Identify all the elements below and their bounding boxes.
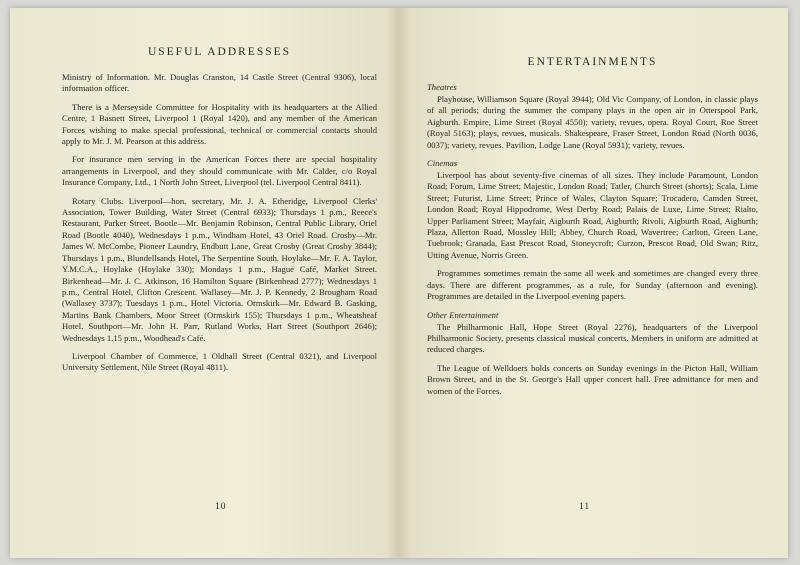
section-label-cinemas: Cinemas xyxy=(427,158,458,169)
paragraph-rotary-clubs: Rotary Clubs. Liverpool—hon. secretary, Mr. J. A. Etheridge, Liverpool Clerks' Association, Tower Building, Water Street (Central 6933); Thursdays 1 p.m., Reece's Restaurant, Parker Street. Bootle—Mr. Benjamin Robinson, Central Public Library, Oriel Road (Bootle 4040), Wednesdays 1 p.m., Windham Hotel, 43 Oriel Road. Crosby—Mr. James W. McCombe, Pioneer Laundry, Endbutt Lane, Great Crosby (Great Crosby 3844); Thursdays 1 p.m., Blundellsands Hotel, The Serpentine South. Hoylake—Mr. F. A. Taylor, Y.M.C.A., Hoylake (Hoylake 330); Mondays 1 p.m., Hague Café, Market Street. Birkenhead—Mr. J. C. Atkinson, 16 Hamilton Square (Birkenhead 2777); Wednesdays 1 p.m., Central Hotel, Clifton Crescent. Wallasey—Mr. J. P. Kennedy, 2 Brougham Road (Wallasey 3737); Tuesdays 1 p.m., Hotel Victoria. Ormskirk—Mr. Edward B. Gasking, Martins Bank Chambers, Moor Street (Ormskirk 155); Thursdays 1 p.m., Wheatsheaf Hotel. Southport—Mr. John H. Parr, Rutland Works, Hart Street (Southport 2646); Wednesdays 1.15 p.m., Woodhead's Café. xyxy=(62,195,377,343)
section-label-theatres: Theatres xyxy=(427,82,457,92)
paragraph-hospitality: There is a Merseyside Committee for Hospitality with its headquarters at the Allied Centre, 1 Basnett Street, Liverpool 1 (Royal 1420), and any member of the American Forces wishing to make special professional, technical or commercial contacts should apply to Mr. J. M. Pearson at this address. xyxy=(62,101,377,147)
left-page xyxy=(10,8,399,558)
page-number-right: 11 xyxy=(579,502,591,512)
page-heading-useful-addresses: USEFUL ADDRESSES xyxy=(147,46,292,58)
paragraph-chamber-of-commerce: Liverpool Chamber of Commerce, 1 Oldhall Street (Central 0321), and Liverpool University Settlement, Nile Street (Royal 4811). xyxy=(62,350,377,373)
paragraph-league-of-welldoers: The League of Welldoers holds concerts on Sunday evenings in the Picton Hall, William Brown Street, and in the St. George's Hall upper concert hall. Free admittance for men and women of the Forces. xyxy=(427,362,758,396)
page-heading-entertainments: ENTERTAINMENTS xyxy=(527,56,658,68)
paragraph-theatres: Playhouse, Williamson Square (Royal 3944); Old Vic Company, of London, in classic plays of all periods; during the summer the company plays in the open air in Otterspool Park, Aigburth. Empire, Lime Street (Royal 4550); variety, revues, opera. Royal Court, Roe Street (Royal 5163); plays, revues, musicals. Shakespeare, Fraser Street, London Road (North 0036, 0037); variety, revues. Pavilion, Lodge Lane (Royal 5931); variety, revues. xyxy=(427,94,758,150)
paragraph-cinemas: Liverpool has about seventy-five cinemas of all sizes. They include Paramount, London Road; Forum, Lime Street; Majestic, London Road; Tatler, Church Street (shorts); Scala, Lime Street; Futurist, Lime Street; Prince of Wales, Clayton Square; Trocadero, Camden Street, London Road; Royal Hippodrome, West Derby Road; Palais de Luxe, Lime Street; Rialto, Upper Parliament Street; Mayfair, Aigburth Road, Aigburth; Rivoli, Aigburth Road, Aigburth; Plaza, Allerton Road, Mossley Hill; Abbey, Church Road, Wavertree; Carlton, Green Lane, Tuebrook; Granada, East Prescot Road, Stoneycroft; Curzon, Prescot Road, Old Swan; Ritz, Utting Avenue, Norris Green. xyxy=(427,170,758,260)
right-page xyxy=(399,8,788,558)
paragraph-philharmonic: The Philharmonic Hall, Hope Street (Royal 2276), headquarters of the Liverpool Philharmonic Society, presents classical musical concerts. Members in uniform are admitted at reduced charges. xyxy=(427,321,758,355)
paragraph-insurance: For insurance men serving in the American Forces there are special hospitality arrangements in Liverpool, and they should communicate with Mr. Calder, c/o Royal Insurance Company, Ltd., 1 North John Street, Liverpool (tel. Liverpool Central 8411). xyxy=(62,154,377,188)
booklet-spread xyxy=(10,8,788,558)
section-label-other-entertainment: Other Entertainment xyxy=(427,309,499,320)
page-number-left: 10 xyxy=(215,502,227,512)
paragraph-ministry: Ministry of Information. Mr. Douglas Cranston, 14 Castle Street (Central 9306), local information officer. xyxy=(62,72,377,94)
paragraph-programmes: Programmes sometimes remain the same all week and sometimes are changed every three days. There are different programmes, as a rule, for Sunday (afternoon and evening). Programmes are detailed in the Liverpool evening papers. xyxy=(427,268,758,302)
